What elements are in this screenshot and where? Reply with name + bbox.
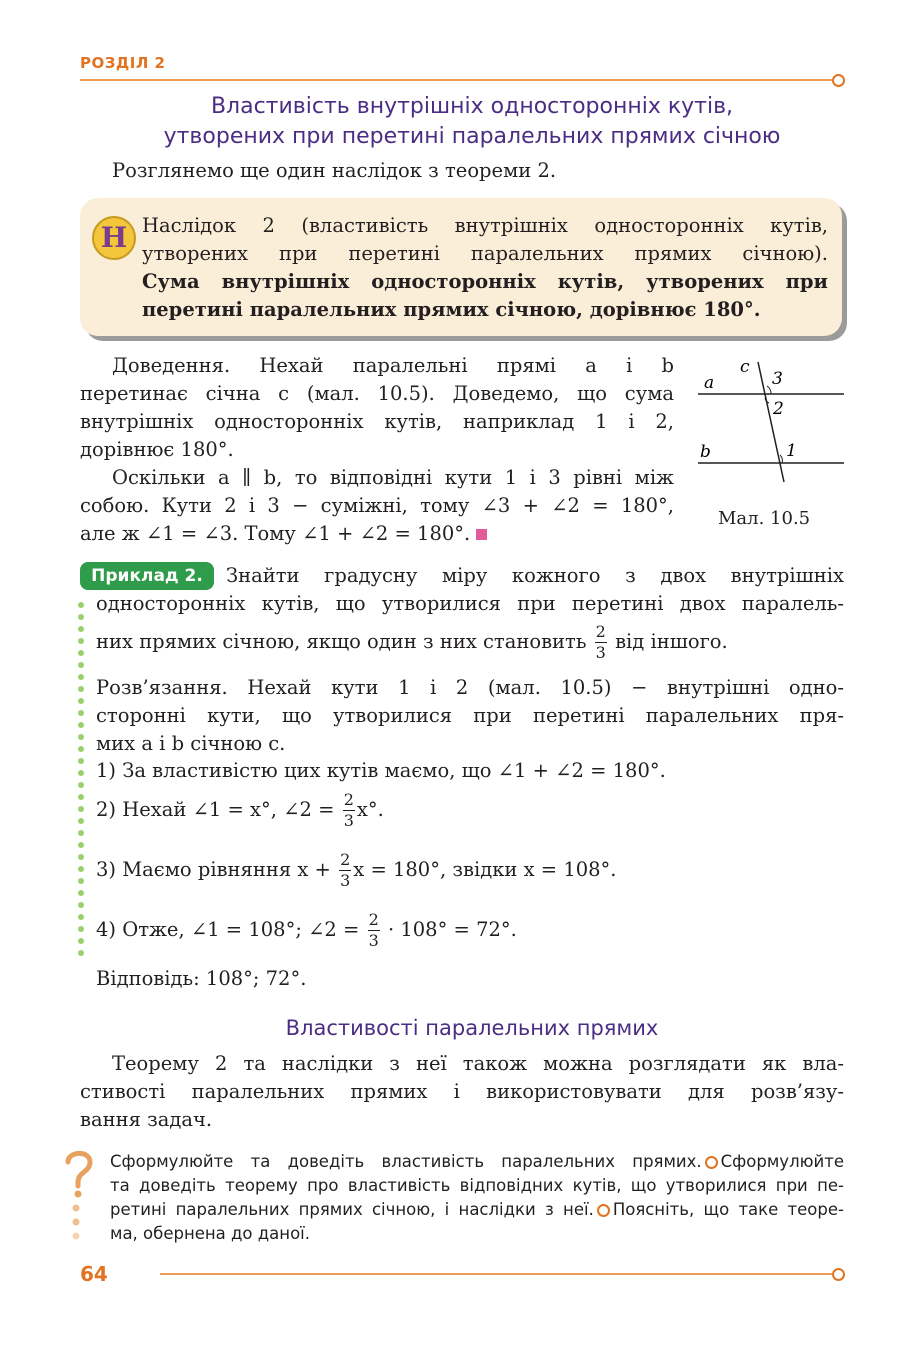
example-badge: Приклад 2.	[80, 562, 214, 590]
fraction-two-thirds: $\frac{2}{3}$	[340, 850, 351, 890]
example-line-3-end: від іншого.	[615, 630, 728, 653]
figure-parallel-lines	[692, 352, 852, 492]
section-subtitle: Властивості паралельних прямих	[285, 1016, 659, 1040]
fraction-two-thirds: $\frac{2}{3}$	[368, 910, 379, 950]
example-line-3	[96, 622, 844, 663]
proof-line-5: Оскільки a ∥ b, то відповідні кути 1 і 3 рівні між	[112, 466, 674, 489]
example-line-1: Знайти градусну міру кожного з двох внутрішніх	[226, 564, 844, 587]
footer-rule	[160, 1273, 832, 1275]
proof-line-1: Доведення. Нехай паралельні прямі a і b	[112, 354, 674, 377]
paragraph-line-2: стивості паралельних прямих і використовувати для розв’язу-	[80, 1080, 844, 1103]
intro-text: Розглянемо ще один наслідок з теореми 2.	[112, 159, 557, 182]
fraction-two-thirds: $\frac{2}{3}$	[343, 790, 354, 830]
corollary-line-2: утворених при перетині паралельних прямих січною).	[142, 242, 828, 265]
solution-line-2: сторонні кути, що утворилися при перетині паралельних пря-	[96, 704, 844, 727]
end-of-proof-icon	[476, 529, 487, 540]
corollary-text	[142, 212, 828, 324]
proof-line-2: перетинає січна c (мал. 10.5). Доведемо, що сума	[80, 382, 674, 405]
proof-line-7	[80, 520, 674, 548]
proof-line-6: собою. Кути 2 і 3 − суміжні, тому ∠3 + ∠2 = 180°,	[80, 494, 674, 517]
question-line-1: Сформулюйте та доведіть властивість паралельних прямих. Сформулюйте	[110, 1152, 844, 1171]
footer-rule-end-icon	[832, 1268, 845, 1281]
corollary-line-1: Наслідок 2 (властивість внутрішніх односторонніх кутів,	[142, 214, 828, 237]
corollary-icon: Н	[92, 216, 136, 260]
label-c: c	[740, 357, 750, 377]
proof-line-4: дорівнює 180°.	[80, 438, 234, 461]
label-b: b	[700, 442, 711, 462]
proof-text	[80, 352, 674, 548]
solution-text	[96, 674, 844, 758]
example-line-3-text: них прямих січною, якщо один з них становить	[96, 630, 587, 653]
paragraph	[80, 1050, 844, 1134]
question-line-4: ма, обернена до даної.	[110, 1224, 311, 1243]
label-2: 2	[773, 399, 784, 419]
title-line-1: Властивість внутрішніх односторонніх кутів,	[210, 94, 734, 119]
corollary-line-3: Сума внутрішніх односторонніх кутів, утворених при	[142, 270, 828, 293]
paragraph-line-1: Теорему 2 та наслідки з неї також можна розглядати як вла-	[112, 1052, 844, 1075]
fraction-two-thirds: $\frac{2}{3}$	[595, 622, 606, 662]
example-dots-decoration	[78, 602, 84, 962]
solution-line-1: Розв’язання. Нехай кути 1 і 2 (мал. 10.5) − внутрішні одно-	[96, 676, 844, 699]
proof-line-7-text: але ж ∠1 = ∠3. Тому ∠1 + ∠2 = 180°.	[80, 522, 471, 545]
header-rule-end-icon	[832, 74, 845, 87]
bullet-ring-icon	[705, 1156, 718, 1169]
page-number: 64	[80, 1262, 108, 1286]
section-label: РОЗДІЛ 2	[80, 54, 166, 72]
label-3: 3	[772, 369, 783, 389]
corollary-line-4: перетині паралельних прямих січною, дорівнює 180°.	[142, 298, 761, 321]
questions-text	[110, 1150, 844, 1246]
label-a: a	[704, 373, 715, 393]
figure-caption: Мал. 10.5	[718, 508, 811, 529]
example-line-2: односторонніх кутів, що утворилися при перетині двох паралель-	[96, 592, 844, 615]
header-rule	[80, 79, 832, 81]
title-line-2: утворених при перетині паралельних прямих січною	[163, 124, 781, 149]
step-4: 4) Отже, ∠1 = 108°; ∠2 = $\frac{2}{3}$ · 108° = 72°.	[96, 910, 517, 950]
proof-line-3: внутрішніх односторонніх кутів, наприклад 1 і 2,	[80, 410, 674, 433]
angle-3-arc	[767, 386, 771, 394]
page-title	[80, 92, 864, 152]
question-line-3: ретині паралельних прямих січною, і наслідки з неї. Поясніть, що таке теоре-	[110, 1200, 844, 1219]
question-line-2: та доведіть теорему про властивість відповідних кутів, що утворилися при пе-	[110, 1176, 844, 1195]
bullet-ring-icon	[597, 1204, 610, 1217]
solution-line-3: мих a і b січною c.	[96, 732, 286, 755]
label-1: 1	[786, 441, 797, 461]
answer: Відповідь: 108°; 72°.	[96, 967, 307, 990]
question-mark-icon	[62, 1148, 96, 1246]
step-1: 1) За властивістю цих кутів маємо, що ∠1 + ∠2 = 180°.	[96, 759, 666, 782]
paragraph-line-3: вання задач.	[80, 1108, 213, 1131]
step-2: 2) Нехай ∠1 = x°, ∠2 = $\frac{2}{3}$ x°.	[96, 790, 384, 830]
step-3: 3) Маємо рівняння x + $\frac{2}{3}$ x = 180°, звідки x = 108°.	[96, 850, 617, 890]
